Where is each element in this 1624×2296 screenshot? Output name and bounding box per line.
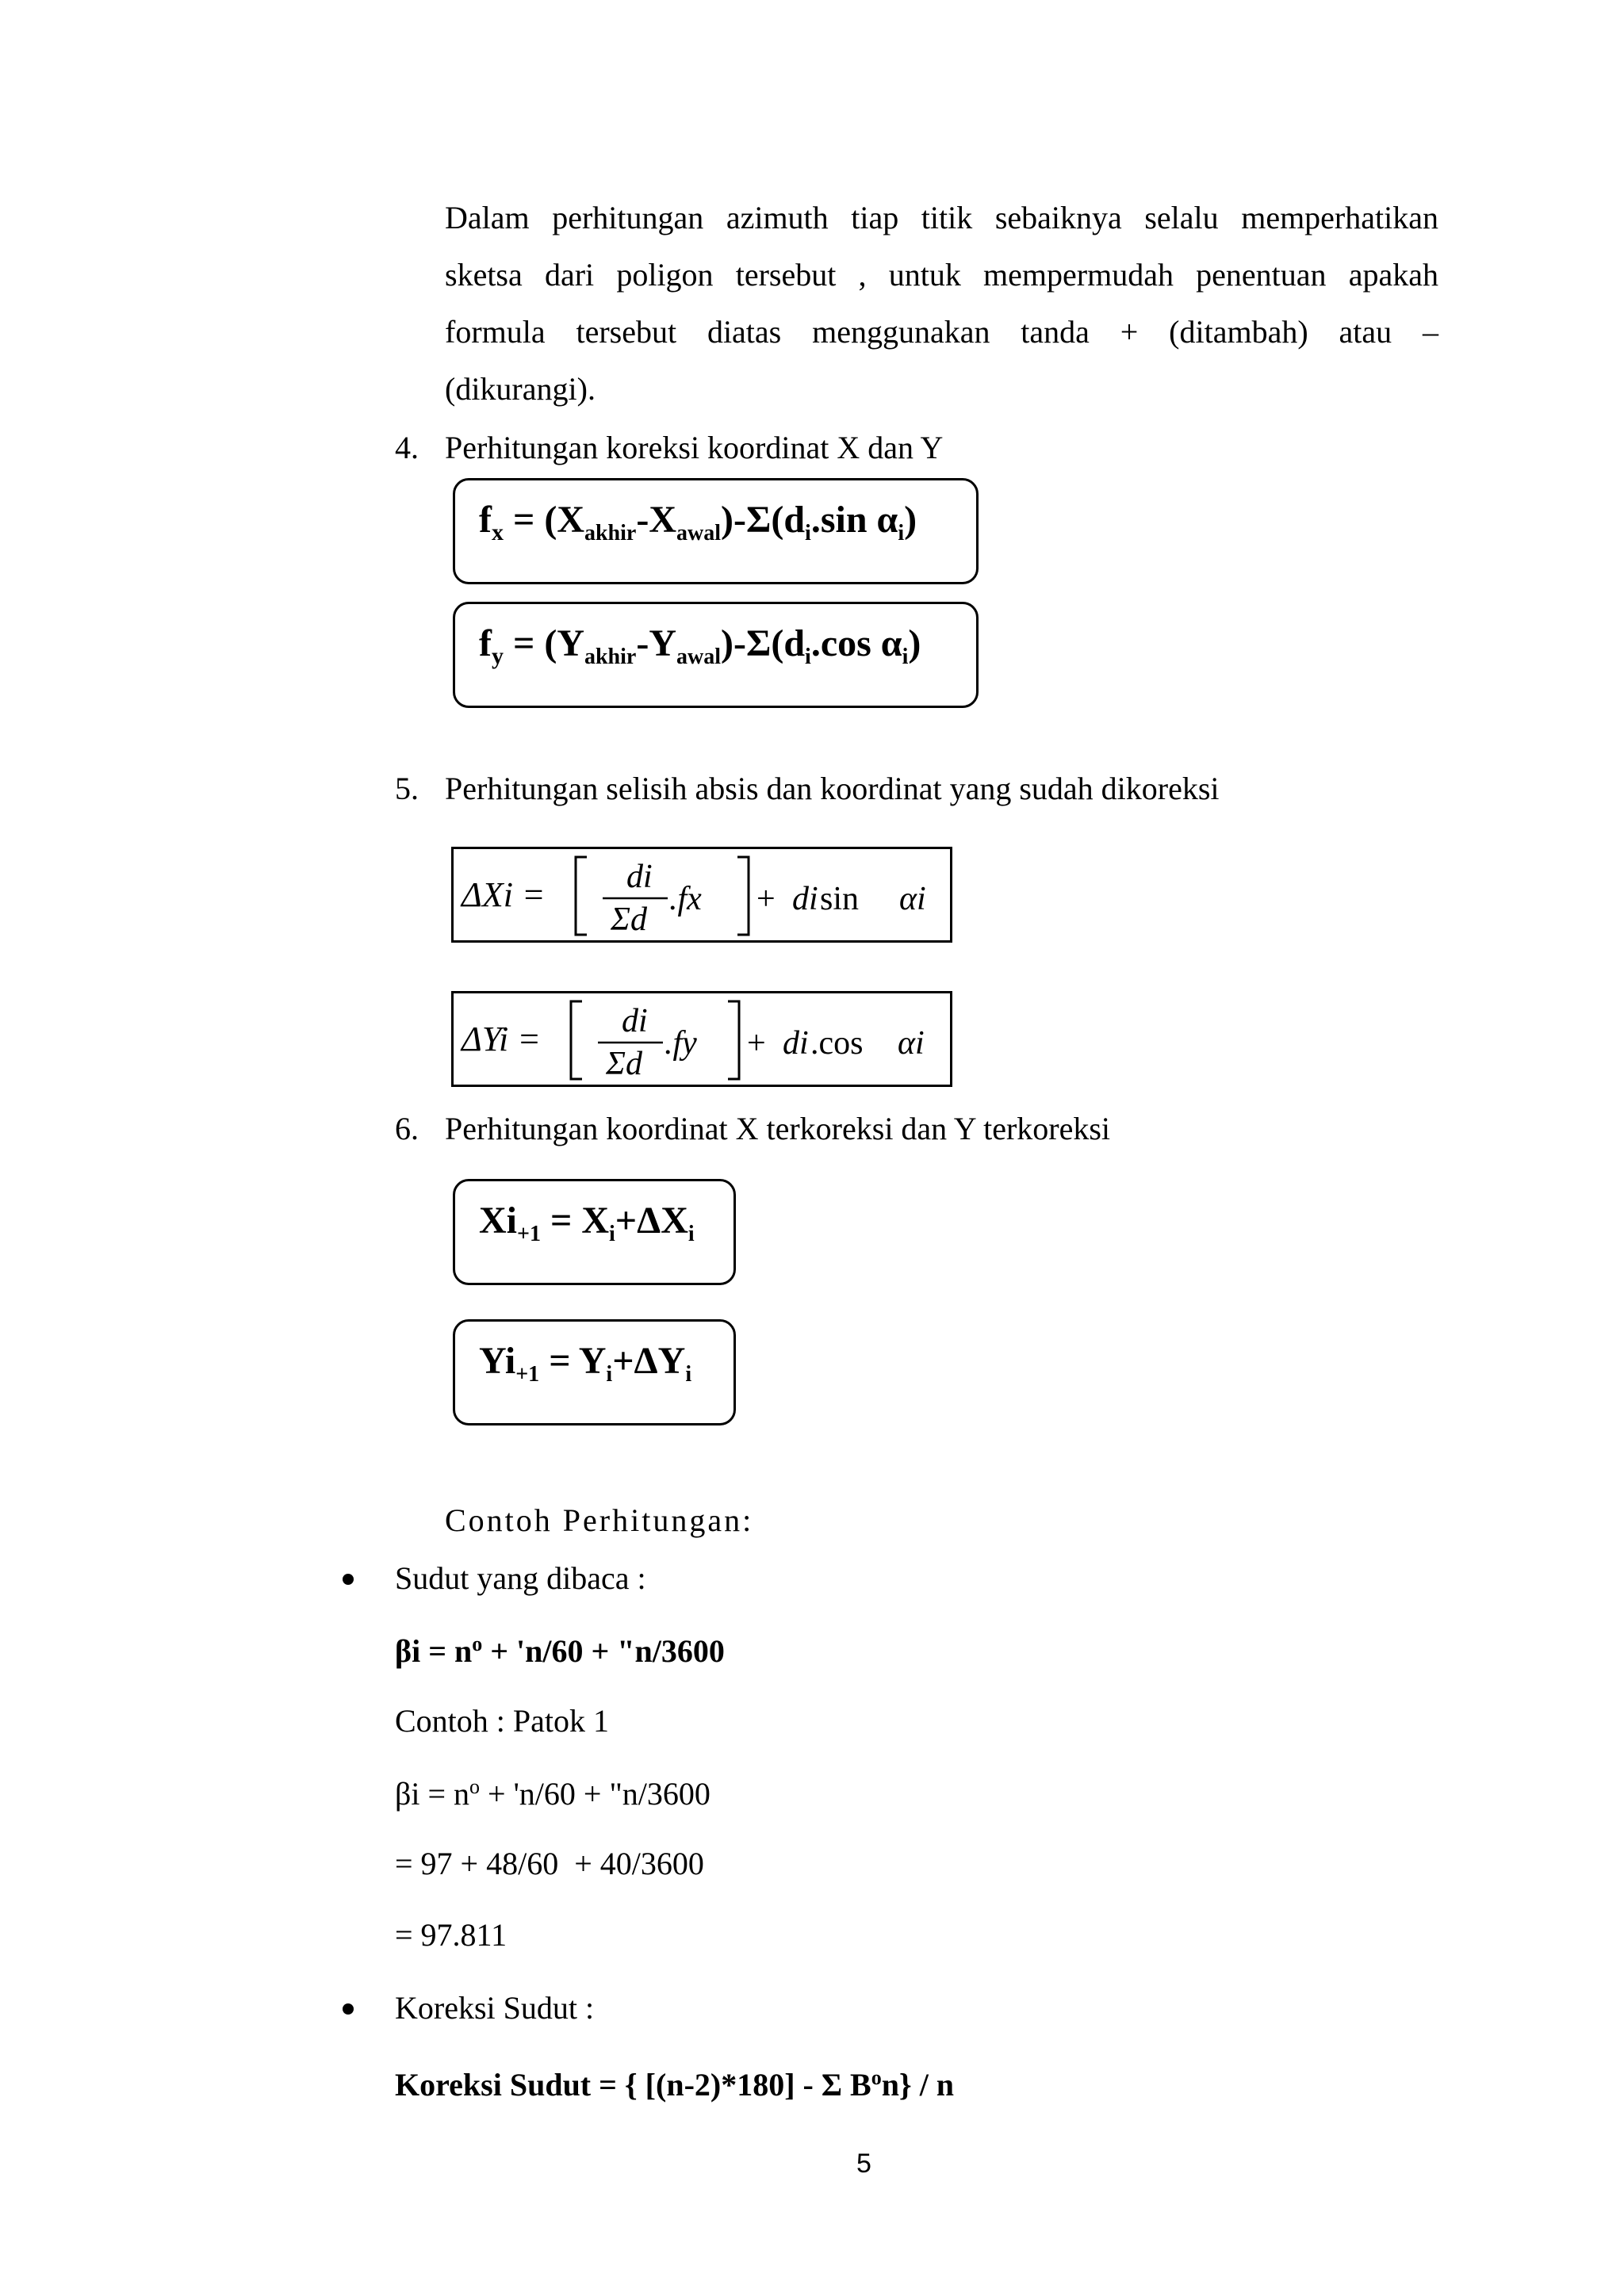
x-next-formula: $Xi_{+1} = X_i+\Delta X_i$ xyxy=(479,1200,695,1246)
delta-y-bracket-left xyxy=(571,1001,582,1079)
delta-y-formula-box xyxy=(451,991,952,1087)
intro-line-2: sketsa dari poligon tersebut , untuk mempermudah penentuan apakah xyxy=(445,257,1438,293)
fy-formula-box xyxy=(453,602,979,708)
page-number: 5 xyxy=(856,2149,871,2179)
koreksi-sudut-formula: Koreksi Sudut = { [(n-2)*180] - Σ $B^on$} / n xyxy=(395,2066,955,2103)
delta-y-factor: .fy xyxy=(665,1025,697,1062)
delta-x-formula-box xyxy=(451,847,952,943)
intro-line-4: (dikurangi). xyxy=(445,371,596,407)
fx-formula-box xyxy=(453,478,979,584)
delta-y-formula xyxy=(454,993,950,1085)
delta-y-bracket-right xyxy=(728,1001,739,1079)
delta-x-tail-var: di xyxy=(792,881,818,917)
delta-x-denominator: Σd xyxy=(611,901,647,938)
y-next-formula-box xyxy=(453,1319,736,1425)
fx-formula: $f_x = (X_{akhir}-X_{awal})-\Sigma(d_i.\sin$ $\alpha_i$) xyxy=(479,499,917,545)
delta-x-plus: + xyxy=(756,881,776,917)
section6-title: Perhitungan koordinat X terkoreksi dan Y terkoreksi xyxy=(445,1111,1111,1146)
intro-line-1: Dalam perhitungan azimuth tiap titik sebaiknya selalu memperhatikan xyxy=(445,200,1438,235)
section5-number: 5. xyxy=(395,771,419,806)
section4-number: 4. xyxy=(395,430,419,465)
example-label: Contoh : Patok 1 xyxy=(395,1703,610,1739)
section4-title: Perhitungan koreksi koordinat X dan Y xyxy=(445,430,944,465)
delta-y-plus: + xyxy=(747,1025,766,1062)
example-step-1: $\beta i = n^o$ + 'n/60 + "n/3600 xyxy=(395,1775,710,1812)
delta-y-tail-var: di xyxy=(783,1025,809,1062)
section5-title: Perhitungan selisih absis dan koordinat yang sudah dikoreksi xyxy=(445,771,1220,806)
example-step-3: = 97.811 xyxy=(395,1917,508,1953)
bullet-1-dot xyxy=(343,1574,354,1585)
delta-x-lhs: ΔXi = xyxy=(462,875,546,914)
example-step-2: = 97 + 48/60 + 40/3600 xyxy=(395,1846,704,1881)
fy-formula: $f_y = (Y_{akhir}-Y_{awal})-\Sigma(d_i.\cos$ $\alpha_i$) xyxy=(479,622,921,669)
beta-formula: $\beta i = n^o$ + 'n/60 + "n/3600 xyxy=(395,1632,725,1669)
y-next-formula: $Yi_{+1} = Y_i+\Delta Y_i$ xyxy=(479,1340,692,1387)
delta-x-factor: .fx xyxy=(669,881,702,917)
delta-y-numerator: di xyxy=(622,1003,648,1039)
section6-number: 6. xyxy=(395,1111,419,1146)
delta-x-formula xyxy=(454,849,950,940)
bullet-1-label: Sudut yang dibaca : xyxy=(395,1560,646,1596)
contoh-heading: Contoh Perhitungan: xyxy=(445,1502,754,1538)
delta-y-lhs: ΔYi = xyxy=(462,1020,541,1058)
delta-y-tail-arg: αi xyxy=(898,1025,925,1062)
delta-x-bracket-left xyxy=(576,857,587,935)
delta-y-denominator: Σd xyxy=(606,1046,642,1082)
x-next-formula-box xyxy=(453,1179,736,1285)
intro-line-3: formula tersebut diatas menggunakan tanda + (ditambah) atau – xyxy=(445,314,1438,350)
delta-y-tail-fn: .cos xyxy=(810,1025,864,1062)
bullet-2-label: Koreksi Sudut : xyxy=(395,1990,595,2026)
delta-x-tail-fn: sin xyxy=(820,881,860,917)
delta-x-bracket-right xyxy=(737,857,749,935)
delta-x-tail-arg: αi xyxy=(899,881,926,917)
delta-x-numerator: di xyxy=(626,859,653,895)
bullet-2-dot xyxy=(343,2003,354,2015)
